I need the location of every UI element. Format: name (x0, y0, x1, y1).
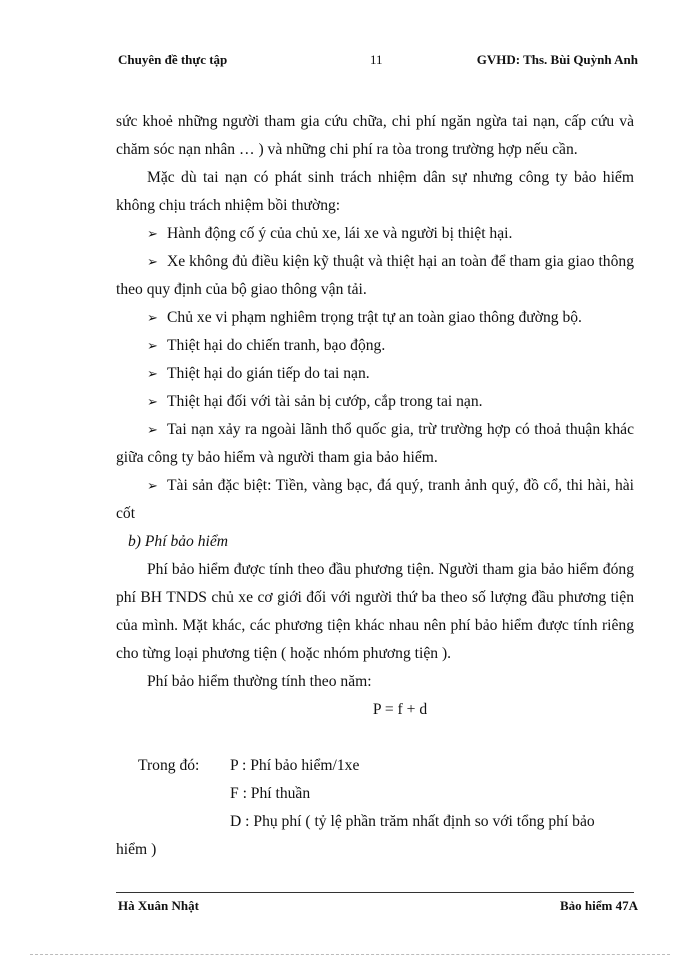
header-right: GVHD: Ths. Bùi Quỳnh Anh (476, 52, 638, 67)
list-item: ➢ Chủ xe vi phạm nghiêm trọng trật tự an toàn giao thông đường bộ. (116, 304, 634, 332)
list-item: ➢ Hành động cố ý của chủ xe, lái xe và người bị thiệt hại. (116, 220, 634, 248)
arrow-bullet-icon: ➢ (147, 478, 158, 493)
definition-text: P : Phí bảo hiểm/1xe (230, 757, 360, 774)
paragraph-1: sức khoẻ những người tham gia cứu chữa, chi phí ngăn ngừa tai nạn, cấp cứu và chăm sóc nạn nhân … ) và những chi phí ra tòa trong trường hợp nếu cần. (116, 113, 634, 158)
page-edge-divider (30, 954, 670, 955)
arrow-bullet-icon: ➢ (147, 310, 158, 325)
where-label: Trong đó: (138, 757, 200, 774)
footer-left: Hà Xuân Nhật (118, 898, 199, 913)
spacer (116, 724, 634, 752)
list-item: ➢ Xe không đủ điều kiện kỹ thuật và thiệt hại an toàn để tham gia giao thông theo quy định của bộ giao thông vận tải. (116, 248, 634, 304)
arrow-bullet-icon: ➢ (147, 338, 158, 353)
list-item: ➢ Thiệt hại do gián tiếp do tai nạn. (116, 360, 634, 388)
definition-row (116, 752, 634, 780)
formula: P = f + d (372, 701, 428, 718)
footer-right: Bảo hiểm 47A (560, 898, 638, 913)
document-body (116, 108, 634, 864)
section-heading-b: b) Phí bảo hiểm (128, 533, 229, 550)
list-item: ➢ Tai nạn xảy ra ngoài lãnh thổ quốc gia, trừ trường hợp có thoả thuận khác giữa công ty bảo hiểm và người tham gia bảo hiểm. (116, 416, 634, 472)
header-left: Chuyên đề thực tập (118, 52, 228, 67)
list-item: ➢ Thiệt hại do chiến tranh, bạo động. (116, 332, 634, 360)
paragraph-4: Phí bảo hiểm thường tính theo năm: (147, 673, 372, 690)
header-page-number: 11 (370, 52, 383, 67)
footer-divider (116, 892, 634, 893)
exclusion-list (116, 220, 634, 528)
arrow-bullet-icon: ➢ (147, 366, 158, 381)
definition-text: F : Phí thuần (230, 785, 311, 802)
arrow-bullet-icon: ➢ (147, 422, 158, 437)
arrow-bullet-icon: ➢ (147, 226, 158, 241)
arrow-bullet-icon: ➢ (147, 394, 158, 409)
arrow-bullet-icon: ➢ (147, 254, 158, 269)
definition-text: D : Phụ phí ( tỷ lệ phần trăm nhất định so với tổng phí bảo (230, 813, 595, 830)
paragraph-3: Phí bảo hiểm được tính theo đầu phương tiện. Người tham gia bảo hiểm đóng phí BH TNDS chủ xe cơ giới đối với người thứ ba theo số lượng đầu phương tiện của mình. Mặt khác, các phương tiện khác nhau nên phí bảo hiểm được tính riêng cho từng loại phương tiện ( hoặc nhóm phương tiện ). (116, 561, 634, 662)
list-item: ➢ Tài sản đặc biệt: Tiền, vàng bạc, đá quý, tranh ảnh quý, đồ cổ, thi hài, hài cốt (116, 472, 634, 528)
definition-text-continued: hiểm ) (116, 841, 157, 858)
paragraph-2: Mặc dù tai nạn có phát sinh trách nhiệm dân sự nhưng công ty bảo hiểm không chịu trách nhiệm bồi thường: (116, 169, 634, 214)
list-item: ➢ Thiệt hại đối với tài sản bị cướp, cắp trong tai nạn. (116, 388, 634, 416)
